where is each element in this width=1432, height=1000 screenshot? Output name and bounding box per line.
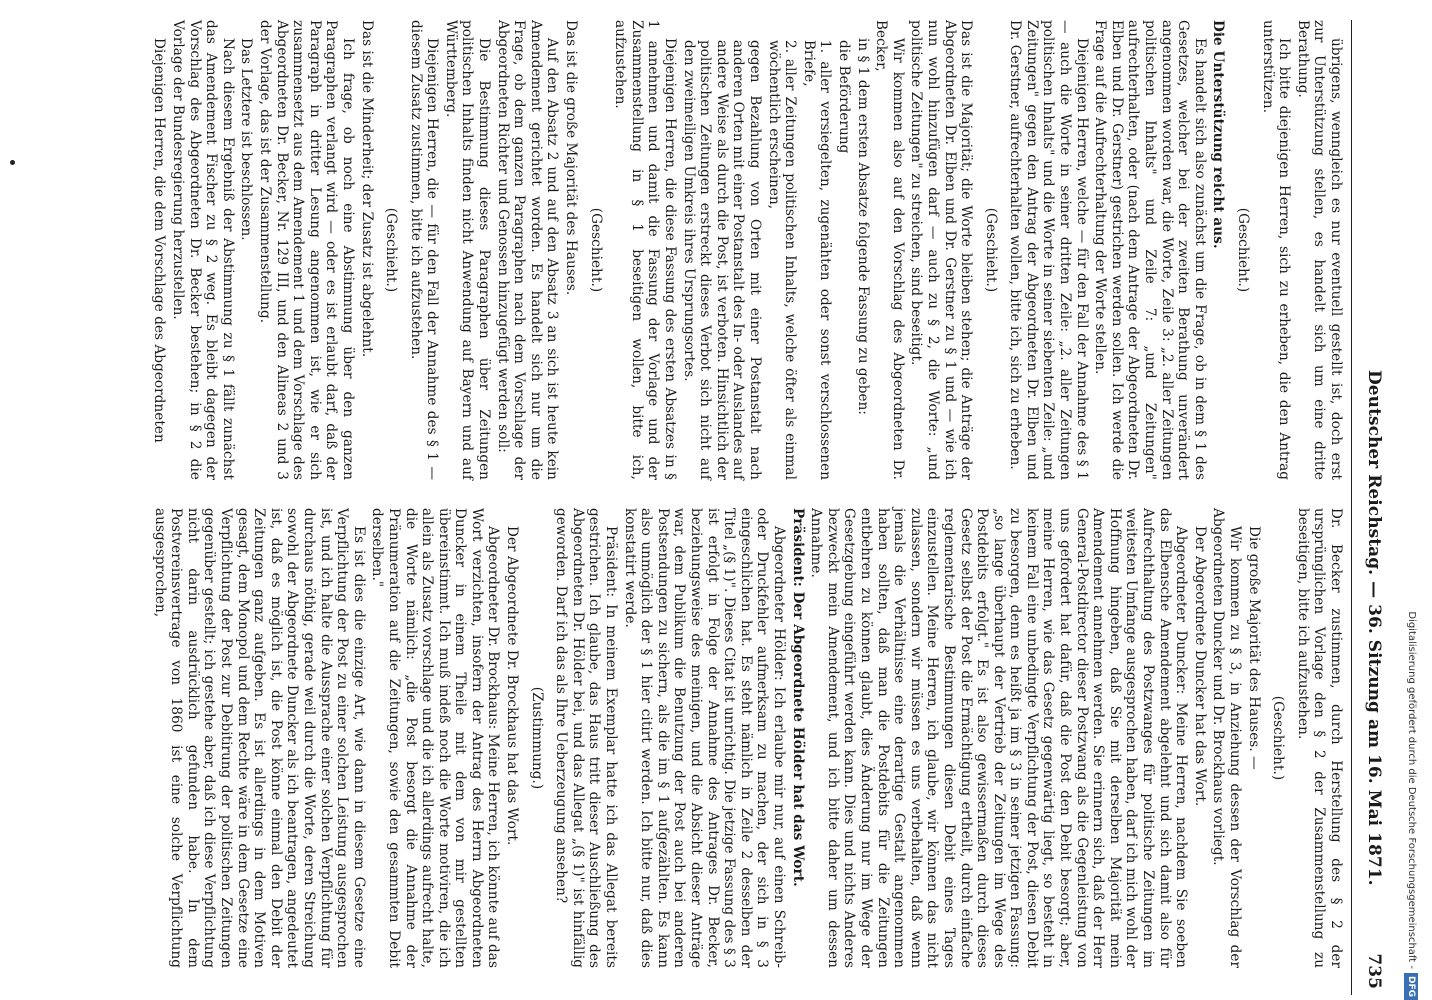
paragraph: Wir kommen also auf den Vorschlag des Abgeordneten Dr. Becker,: [873, 20, 906, 480]
paragraph: Ich frage, ob noch eine Abstimmung über den ganzen Paragraphen verlangt wird — oder es ist erlaubt darf, daß der Paragraph in dritter Lesung angenommen ist, wie er sich zusammensetzt aus dem Amendement 1 und dem Vorschlage des Abgeordneten Dr. Becker, Nr. 129 III, und den Alineas 2 und 3 der Vorlage, das ist der Zusammenstellung.: [256, 20, 356, 480]
paragraph: Das ist die Minderheit; der Zusatz ist abgelehnt.: [358, 20, 375, 358]
stage-direction: (Geschieht.): [982, 207, 999, 293]
list-lead: die Beförderung: [835, 40, 852, 154]
speech-brockhaus: Abgeordneter Dr. Brockhaus: Meine Herren, ich könnte auf das Wort verzichten, insofern der Antrag des Herrn Abgeordneten Duncker in einem Theile mit dem von mir gestellten übereinstimmt. Ich muß indeß noch die Worte motiviren, die ich allein als Zusatz vorschlage und die ich allerdings aufrecht halte, die Worte nämlich: „die Post besorgt die Annahme der Pränumeration auf die Zeitungen, sowie den gesammten Debit derselben.": [369, 508, 502, 968]
quoted-amendment: Die Bestimmung dieses Paragraphen über Zeitungen politischen Inhalts finden nicht Anwendung auf Bayern und auf Württemberg.: [442, 20, 493, 480]
paragraph: Das ist die Majorität; die Worte bleiben stehen; die Anträge der Abgeordneten Dr. Elben und Dr. Gerstner zu § 1 und — wie ich nun wohl hinzufügen darf — auch zu § 2, die Worte: „und politische Zeitungen" zu streichen, sind beseitigt.: [908, 20, 975, 480]
stage-direction: (Geschieht.): [1270, 695, 1287, 781]
right-column: [149, 508, 1344, 968]
paragraph: übrigens, wenngleich es nur eventuell gestellt ist, doch erst zur Unterstützung stellen, es handelt sich um eine dritte Berathung.: [1294, 20, 1344, 480]
stage-direction: (Geschieht.): [1235, 207, 1252, 293]
paragraph: in § 1 dem ersten Absatze folgende Fassung zu geben:: [854, 38, 871, 416]
paragraph: Ich bitte diejenigen Herren, sich zu erheben, die den Antrag unterstützen.: [1259, 20, 1293, 480]
stage-direction: (Zustimmung.): [528, 686, 545, 790]
paragraph: Nach diesem Ergebniß der Abstimmung zu § 1 fällt zunächst das Amendement Fischer zu § 2 weg. Es bleibt dagegen der Vorschlag des Abgeordneten Dr. Becker bestehen; in § 2 die Vorlage der Bundesregierung herzustellen.: [170, 20, 236, 480]
list-item: gegen Bezahlung von Orten mit einer Postanstalt nach anderen Orten mit einer Postanstalt des In- oder Auslandes auf andere Weise als durch die Post, ist verboten. Hinsichtlich der politischen Zeitungen erstreckt dieses Verbot sich nicht auf den zweimeiligen Umkreis ihres Ursprungsortes.: [680, 40, 763, 480]
paragraph: Auf den Absatz 2 und auf den Absatz 3 an sich ist heute kein Amendement gerichtet worden. Es handelt sich nur um die Frage, ob dem ganzen Paragraphen nach dem Vorschlage der Abgeordneten Richter und Genossen hinzugefügt werden soll:: [494, 20, 561, 480]
paragraph: Diejenigen Herren, die diese Fassung des ersten Absatzes in § 1 annehmen und damit die Fassung der Vorlage und der Zusammenstellung in § 1 beseitigen wollen, bitte ich, aufzustehen.: [612, 20, 679, 480]
paragraph: Der Abgeordnete Duncker hat das Wort.: [1191, 526, 1208, 807]
speech-hoelder: Abgeordneter Hölder: Ich erlaube mir nur, auf einen Schreib- oder Druckfehler aufmerksam zu machen, der sich in § 3 eingeschlichen hat. Es steht nämlich in Zeile 2 desselben der Titel „(§ 1)". Dieses Citat ist unrichtig. Die jetzige Fassung des § 3 ist erfolgt in Folge der Annahme des Antrages Dr. Becker, beziehungsweise des meinigen, und die Absicht dieser Anträge war, dem Publikum die Benutzung der Post auch bei anderen Postsendungen zu sichern, als die im § 1 aufgezählten. Es kann also unmöglich der § 1 hier citirt werden. Ich bitte nur, daß dies konstatirt werde.: [621, 508, 787, 968]
credit-text: Digitalisierung gefördert durch die Deutsche Forschungsgemeinschaft -: [1406, 611, 1417, 969]
paragraph: Diejenigen Herren, welche — für den Fall der Annahme des § 1 — auch die Worte in seiner dritten Zeile: „2. aller Zeitungen politischen Inhalts" und die Worte in seiner siebenten Zeile: „und Zeitungen" gegen den Antrag der Abgeordneten Dr. Elben und Dr. Gerstner, aufrechterhalten wollen, bitte ich, sich zu erheben.: [1007, 20, 1090, 480]
list-item: 2. aller Zeitungen politischen Inhalts, welche öfter als einmal wöchentlich erscheinen,: [765, 40, 799, 480]
paragraph: Der Abgeordnete Dr. Brockhaus hat das Wort.: [504, 526, 521, 846]
page-header: [1351, 20, 1388, 995]
digitization-credit: [1404, 20, 1418, 1000]
president-remark: Präsident: Der Abgeordnete Hölder hat das Wort.: [789, 508, 806, 887]
ink-speck: [10, 160, 15, 165]
paragraph: Das ist die große Majorität des Hauses.: [563, 20, 580, 296]
rotated-document-page: [56, 20, 1388, 995]
page-number: 735: [1364, 953, 1384, 989]
running-title: Deutscher Reichstag. — 36. Sitzung am 16. Mai 1871.: [1364, 370, 1384, 886]
paragraph: Die Unterstützung reicht aus.: [1210, 20, 1227, 249]
paragraph: Wir kommen zu § 3, in Anziehung dessen der Vorschlag der Abgeordneten Duncker und Dr. Brockhaus vorliegt.: [1210, 508, 1244, 968]
paragraph: Diejenigen Herren, die dem Vorschlage des Abgeordneten: [151, 38, 168, 443]
paragraph: Dr. Becker zustimmen, durch Herstellung des § 2 der ursprünglichen Vorlage den § 2 der Zusammenstellung zu beseitigen, bitte ich aufzustehen.: [1294, 508, 1344, 968]
stage-direction: (Geschieht.): [383, 207, 400, 293]
paragraph: Das Letztere ist beschlossen.: [238, 38, 255, 241]
stage-direction: (Geschieht.): [587, 207, 604, 293]
list-item: 1. aller versiegelten, zugenähten oder sonst verschlossenen Briefe,: [800, 40, 834, 480]
paragraph: Diejenigen Herren, die — für den Fall der Annahme des § 1 — diesem Zusatz zustimmen, bitte ich aufzustehen.: [407, 20, 441, 480]
speech-duncker: Abgeordneter Duncker: Meine Herren, nachdem Sie soeben das Elbensche Amendement abgelehnt und sich damit also für Aufrechthaltung des Postzwanges für politische Zeitungen im weitesten Umfange ausgesprochen haben, darf ich mich wohl der Hoffnung hingeben, daß Sie mit derselben Majorität mein Amendement annehmen werden. Sie erinnern sich, daß der Herr General-Postdirector dieser Postzwang als die Gegenleistung von uns gefordert hat dafür, daß die Post den Debit besorgt; aber, meine Herren, wie das Gesetz gegenwärtig liegt, so besteht in keinem Fall eine unbedingte Verpflichtung der Post, diesen Debit zu besorgen, denn es heißt ja im § 3 in seiner jetzigen Fassung: „so lange überhaupt der Vertrieb der Zeitungen im Wege des Postdebits erfolgt." Es ist also gewissermaßen durch dieses Gesetz selbst der Post die Ermächtigung ertheilt, durch einfache reglementarische Bestimmungen diesen Debit eines Tages einzustellen. Meine Herren, ich glaube, wir können das nicht zulassen, sondern wir müssen es uns verbehalten, daß wenn jemals die Verhältnisse eine derartige Gestalt angenommen haben sollten, daß man die Postdebits für die Zeitungen entbehren zu können glaubt, dies Änderung nur im Wege der Gesetzgebung eingeführt werden kann. Dies und nichts Anderes bezweckt mein Amendement, und ich bitte daher um dessen Annahme.: [808, 508, 1190, 968]
left-column: [149, 20, 1344, 480]
paragraph: Es ist dies die einzige Art, wie dann in diesem Gesetze eine Verpflichtung der Post zu einer solchen Leistung ausgesprochen ist, und ich halte die Aussprache einer solchen Verpflichtung für durchaus nöthig, gerade weil durch die Worte, deren Streichung sowohl der Abgeordnete Duncker als ich beantragen, angedeutet ist, daß es möglich ist, die Post könne einmal den Debit der Zeitungen ganz aufgeben. Es ist allerdings in dem Motiven gesagt, dem Monopol und dem Rechte wäre in dem Gesetze eine Verpflichtung der Post zur Debitirung der politischen Zeitungen gegenüber gestellt; ich gestehe aber, daß ich diese Verpflichtung nicht darin ausdrücklich gefunden habe. In dem Postvereinsvertrage von 1860 ist eine solche Verpflichtung ausgesprochen,: [151, 508, 367, 968]
dfg-logo: DFG: [1404, 973, 1418, 1000]
paragraph: Es handelt sich also zunächst um die Frage, ob in dem § 1 des Gesetzes, welcher bei der zweiten Berathung unverändert angenommen worden war, die Worte, Zeile 3: „2. aller Zeitungen politischen Inhalts" und Zeile 7: „und Zeitungen" aufrechterhalten, oder (nach dem Antrage der Abgeordneten Dr. Elben und Dr. Gerstner) gestrichen werden sollen. Ich werde die Frage auf die Aufrechterhaltung der Worte stellen.: [1092, 20, 1208, 480]
paragraph: Die große Majorität des Hauses. —: [1245, 526, 1262, 770]
president-remark: Präsident: In meinem Exemplar hatte ich das Allegat bereits gestrichen. Ich glaube, das Haus tritt dieser Auschließung des Abgeordneten Dr. Hölder bei, und das Allegat „(§ 1)" ist hinfällig geworden. Darf ich das als Ihre Ueberzeugung ansehen?: [553, 508, 620, 968]
proposal-text: [680, 40, 852, 480]
